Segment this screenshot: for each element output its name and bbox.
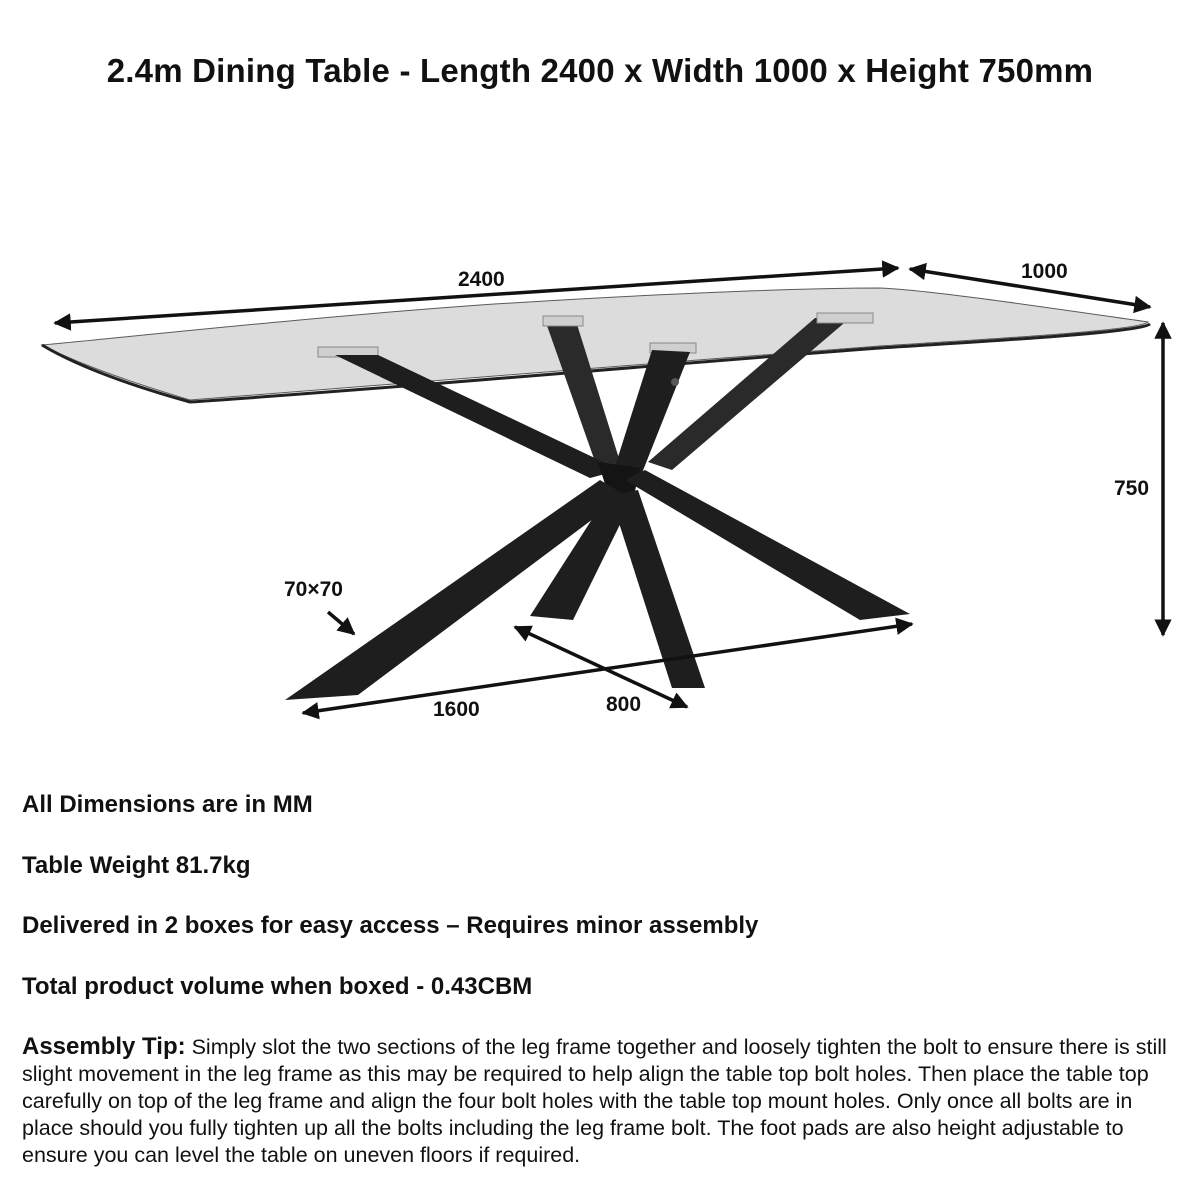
width-label: 1000 (1021, 260, 1068, 283)
volume-note: Total product volume when boxed - 0.43CBM (22, 973, 533, 1000)
arrow-leg-section (328, 612, 354, 634)
page-title: 2.4m Dining Table - Length 2400 x Width 1000 x Height 750mm (106, 52, 1094, 89)
mount-plate-4 (817, 313, 873, 323)
height-label: 750 (1114, 477, 1150, 500)
bolt-hole (671, 378, 679, 386)
table-top (42, 288, 1150, 402)
assembly-tip-text: Simply slot the two sections of the leg frame together and loosely tighten the bolt to ensure there is still slight movement in the leg frame as this may be required to help align the table top bolt holes. Then place the table top carefully on top of the leg frame and align the four bolt holes with the table top mount holes. Only once all bolts are in place should you fully tighten up all the bolts including the leg frame bolt. The foot pads are also height adjustable to ensure you can level the table on uneven floors if required. (22, 1035, 1167, 1167)
base-length-label: 1600 (433, 698, 480, 721)
base-width-label: 800 (606, 693, 642, 716)
delivery-note: Delivered in 2 boxes for easy access – Requires minor assembly (22, 912, 759, 939)
length-label: 2400 (458, 268, 505, 291)
mount-plate-2 (543, 316, 583, 326)
leg-lower-front (610, 490, 705, 688)
assembly-tip (22, 1033, 1182, 1169)
leg-section-label: 70×70 (284, 578, 343, 601)
weight-note: Table Weight 81.7kg (22, 852, 251, 879)
units-note: All Dimensions are in MM (22, 791, 313, 818)
assembly-tip-label: Assembly Tip: (22, 1033, 186, 1060)
